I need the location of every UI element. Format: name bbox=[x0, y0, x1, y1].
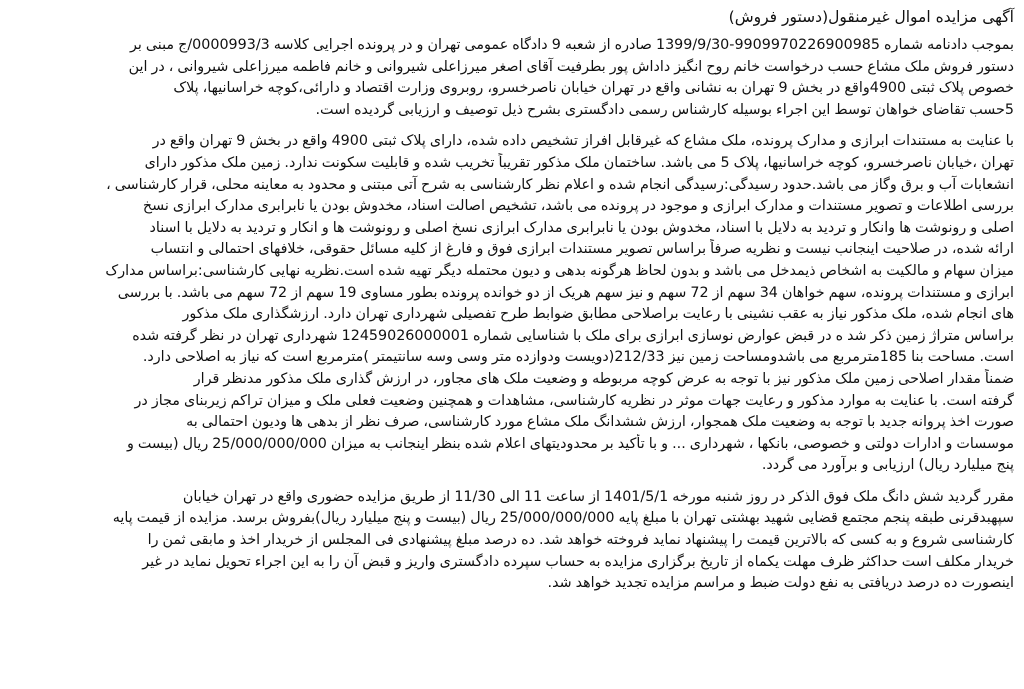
text-line: میزان سهام و مالکیت به اشخاص ذیمدخل می باشد و بدون لحاظ هرگونه بدهی و دیون محتمله دیگر تهیه شده است.نظریه نهایی کارشناسی:براساس مدارک bbox=[105, 262, 1014, 279]
text-line: پنج میلیارد ریال) ارزیابی و برآورد می گردد. bbox=[761, 457, 1014, 474]
text-line: تهران ،خیابان ناصرخسرو، کوچه خراسانیها، پلاک 5 می باشد. ساختمان ملک مذکور تقریباً تخریب شده و قابلیت سکونت ندارد. زمین ملک مذکور دارای bbox=[144, 154, 1014, 171]
text-line: مقرر گردید شش دانگ ملک فوق الذکر در روز شنبه مورخه 1401/5/1 از ساعت 11 الی 11/30 از طریق مزایده حضوری واقع در تهران خیابان bbox=[182, 488, 1014, 505]
paragraph-auction-terms bbox=[8, 487, 1014, 595]
text-line: ابرازی و مستندات پرونده، سهم خواهان 34 سهم از 72 سهم و نیز سهم هریک از دو خوانده پرونده بطور مساوی 19 سهم از 72 سهم می باشد. با بررسی bbox=[117, 284, 1014, 301]
text-line: 5حسب تقاضای خواهان توسط این اجراء بوسیله کارشناس رسمی دادگستری بشرح ذیل توصیف و ارزیابی گردیده است. bbox=[315, 101, 1014, 118]
text-line: بررسی اطلاعات و تصویر مستندات و مدارک ابرازی و موجود در پرونده می باشد، تشخیص اصالت اسناد، مخدوش بودن یا نابرابری مدارک ابرازی نسخ bbox=[142, 198, 1014, 215]
auction-notice bbox=[8, 6, 1014, 605]
text-line: سپهبدقرنی طبقه پنجم مجتمع قضایی شهید بهشتی تهران با مبلغ پایه 25/000/000/000 ریال (بیست و پنج میلیارد ریال)بفروش برسد. مزایده از قیمت پایه bbox=[112, 510, 1014, 527]
text-line: خریدار مکلف است حداکثر ظرف مهلت یکماه از تاریخ برگزاری مزایده به حساب سپرده دادگستری واریز و قبض آن را به این اجراء تحویل نماید در غیر bbox=[142, 553, 1014, 570]
notice-title: آگهی مزایده اموال غیرمنقول(دستور فروش) bbox=[728, 8, 1014, 26]
text-line: کارشناسی شروع و به کسی که بالاترین قیمت را پیشنهاد نماید فروخته خواهد شد. ده درصد مبلغ پیشنهادی فی المجلس از خریدار اخذ و مابقی ثمن را bbox=[147, 532, 1014, 549]
text-line: های انجام شده، ملک مذکور نیاز به عقب نشینی با رعایت براصلاحی مطابق ضوابط طرح تفصیلی شهرداری تهران دارد. ارزشگذاری ملک مذکور bbox=[182, 306, 1014, 323]
text-line: است. مساحت بنا 185مترمربع می باشدومساحت زمین نیز 212/33(دویست ودوازده متر وسی وسه سانتیمتر )مترمربع است که نیاز به اصلاحی دارد. bbox=[142, 349, 1014, 366]
paragraph-expert-assessment bbox=[8, 131, 1014, 477]
text-line: براساس متراژ زمین ذکر شد ه در قبض عوارض نوسازی ابرازی برای ملک با شناسایی شماره 12459026000001 شهرداری تهران در نظر گرفته شده bbox=[132, 327, 1014, 344]
text-line: خصوص پلاک ثبتی 4900واقع در بخش 9 تهران به نشانی واقع در تهران خیابان ناصرخسرو، روبروی وزارت اقتصاد و دارائی،کوچه خراسانیها، پلاک bbox=[173, 80, 1014, 97]
text-line: صورت اخذ پروانه جدید با توجه به وضعیت ملک همجوار، ارزش ششدانگ ملک مشاع مورد کارشناسی، صرف نظر از بدهی ها ودیون احتمالی به bbox=[186, 414, 1014, 431]
text-line: اینصورت ده درصد دریافتی به نفع دولت ضبط و مراسم مزایده تجدید خواهد شد. bbox=[547, 575, 1014, 592]
text-line: اصلی و رونوشت ها وانکار و تردید به دلایل با اسناد، مخدوش بودن یا نابرابری مدارک ابرازی نسخ اصلی و رونوشت ها و انکار و تردید به دلایل با اسناد bbox=[149, 219, 1014, 236]
text-line: ضمناً مقدار اصلاحی زمین ملک مذکور نیز با توجه به عرض کوچه مربوطه و وضعیت ملک های مجاور، در ارزش گذاری ملک مذکور مدنظر قرار bbox=[193, 370, 1014, 387]
text-line: موسسات و ادارات دولتی و خصوصی، بانکها ، شهرداری ... و با تأکید بر محدودیتهای اعلام شده بنظر اینجانب به میزان 25/000/000/000 ریال (بیست و bbox=[126, 435, 1014, 452]
text-line: ارائه شده، در صلاحیت اینجانب نیست و نظریه صرفاً براساس تصویر مستندات ابرازی فوق و فارغ از کلیه مسائل حقوقی، خلافهای احتمالی و انتساب bbox=[150, 241, 1014, 258]
text-line: انشعابات آب و برق وگاز می باشد.حدود رسیدگی:رسیدگی انجام شده و اعلام نظر کارشناسی به شرح آتی مبتنی و محدود به معاینه محلی، قرار کارشناسی ، bbox=[106, 176, 1014, 193]
paragraph-court-order bbox=[8, 35, 1014, 121]
text-line: بموجب دادنامه شماره 9909970226900985-1399/9/30 صادره از شعبه 9 دادگاه عمومی تهران و در پرونده اجرایی کلاسه 0000993/3/ج مبنی بر bbox=[129, 37, 1014, 53]
text-line: گرفته است. با عنایت به موارد مذکور و رعایت جهات موثر در نظریه کارشناسی، مشاهدات و همچنین وضعیت فعلی ملک و میزان تراکم زیربنای مجاز در bbox=[134, 392, 1014, 409]
text-line: دستور فروش ملک مشاع حسب درخواست خانم روح انگیز داداش پور بطرفیت آقای اصغر میرزاعلی شیروانی و خانم فاطمه میرزاعلی شیروانی ، در این bbox=[128, 58, 1014, 75]
text-line: با عنایت به مستندات ابرازی و مدارک پرونده، ملک مشاع که غیرقابل افراز تشخیص داده شده، دارای پلاک ثبتی 4900 واقع در بخش 9 تهران واقع در bbox=[152, 133, 1014, 150]
